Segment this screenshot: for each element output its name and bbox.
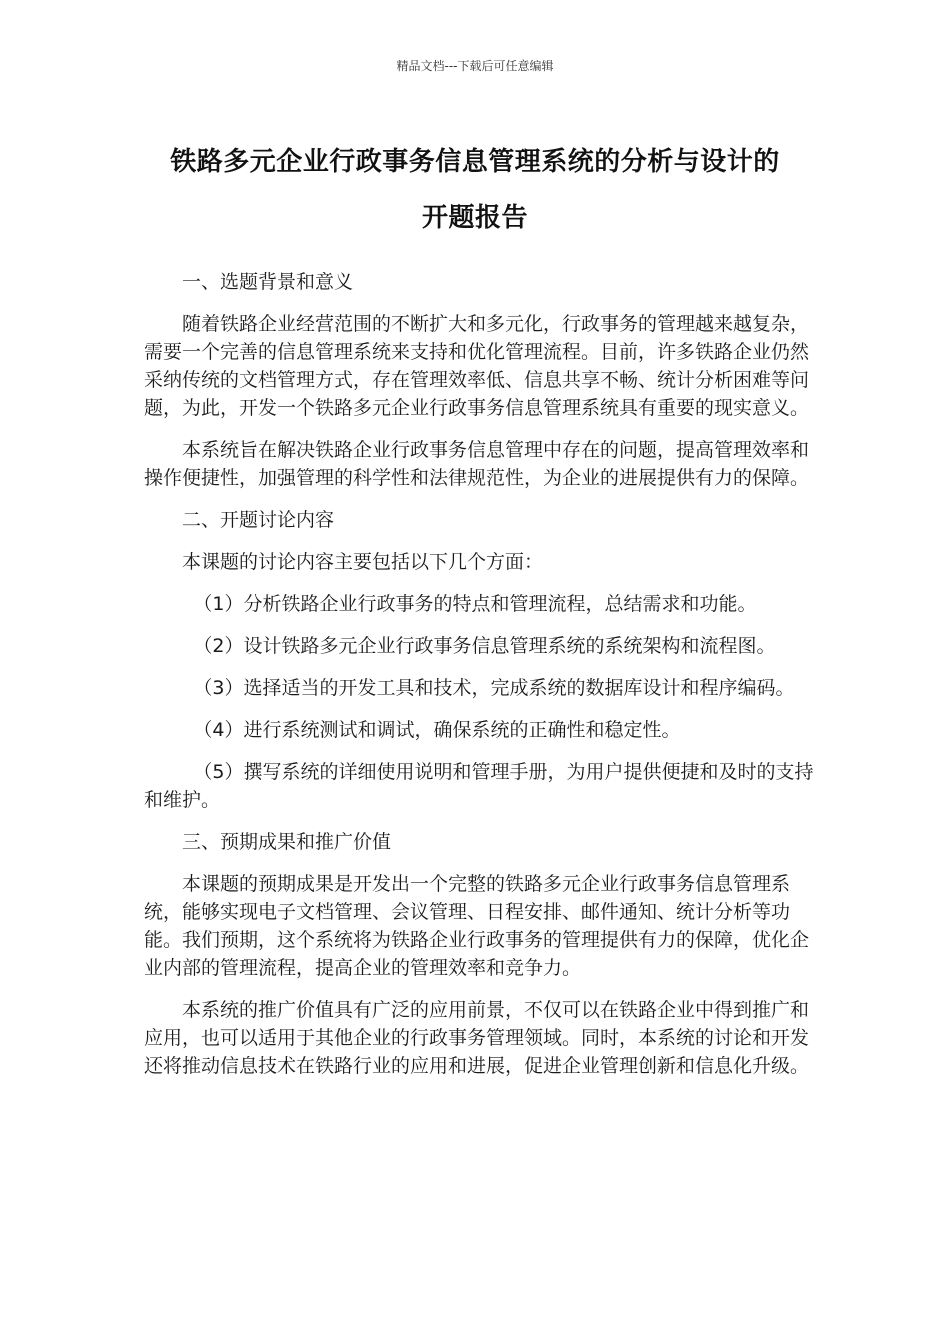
- list-item: （2）设计铁路多元企业行政事务信息管理系统的系统架构和流程图。: [193, 635, 776, 657]
- paragraph-background: 随着铁路企业经营范围的不断扩大和多元化，行政事务的管理越来越复杂，需要一个完善的信息管理系统来支持和优化管理流程。目前，许多铁路企业仍然采纳传统的文档管理方式，存在管理效率低、信息共享不畅、统计分析困难等问题，为此，开发一个铁路多元企业行政事务信息管理系统具有重要的现实意义。: [144, 313, 810, 419]
- list-item: （1）分析铁路企业行政事务的特点和管理流程，总结需求和功能。: [193, 593, 757, 615]
- list-item: （5）撰写系统的详细使用说明和管理手册，为用户提供便捷和及时的支持和维护。: [144, 761, 814, 811]
- paragraph-expected-results: 本课题的预期成果是开发出一个完整的铁路多元企业行政事务信息管理系统，能够实现电子文档管理、会议管理、日程安排、邮件通知、统计分析等功能。我们预期，这个系统将为铁路企业行政事务的管理提供有力的保障，优化企业内部的管理流程，提高企业的管理效率和竞争力。: [144, 873, 810, 979]
- title-line-1: 铁路多元企业行政事务信息管理系统的分析与设计的: [170, 147, 780, 177]
- title-line-2: 开题报告: [421, 203, 528, 233]
- list-item: （4）进行系统测试和调试，确保系统的正确性和稳定性。: [193, 719, 681, 741]
- section-heading-expected-results: 三、预期成果和推广价值: [182, 831, 392, 853]
- section-heading-research-content: 二、开题讨论内容: [182, 509, 335, 531]
- paragraph-research-intro: 本课题的讨论内容主要包括以下几个方面：: [182, 551, 544, 573]
- document-title: [130, 134, 820, 246]
- document-body: [144, 268, 816, 1094]
- paragraph-promotion-value: 本系统的推广价值具有广泛的应用前景，不仅可以在铁路企业中得到推广和应用，也可以适用于其他企业的行政事务管理领域。同时，本系统的讨论和开发还将推动信息技术在铁路行业的应用和进展，促进企业管理创新和信息化升级。: [144, 999, 810, 1077]
- paragraph-system-goal: 本系统旨在解决铁路企业行政事务信息管理中存在的问题，提高管理效率和操作便捷性，加强管理的科学性和法律规范性，为企业的进展提供有力的保障。: [144, 439, 810, 489]
- page-header-note: 精品文档---下载后可任意编辑: [396, 59, 554, 73]
- section-heading-background: 一、选题背景和意义: [182, 271, 354, 293]
- list-item: （3）选择适当的开发工具和技术，完成系统的数据库设计和程序编码。: [193, 677, 795, 699]
